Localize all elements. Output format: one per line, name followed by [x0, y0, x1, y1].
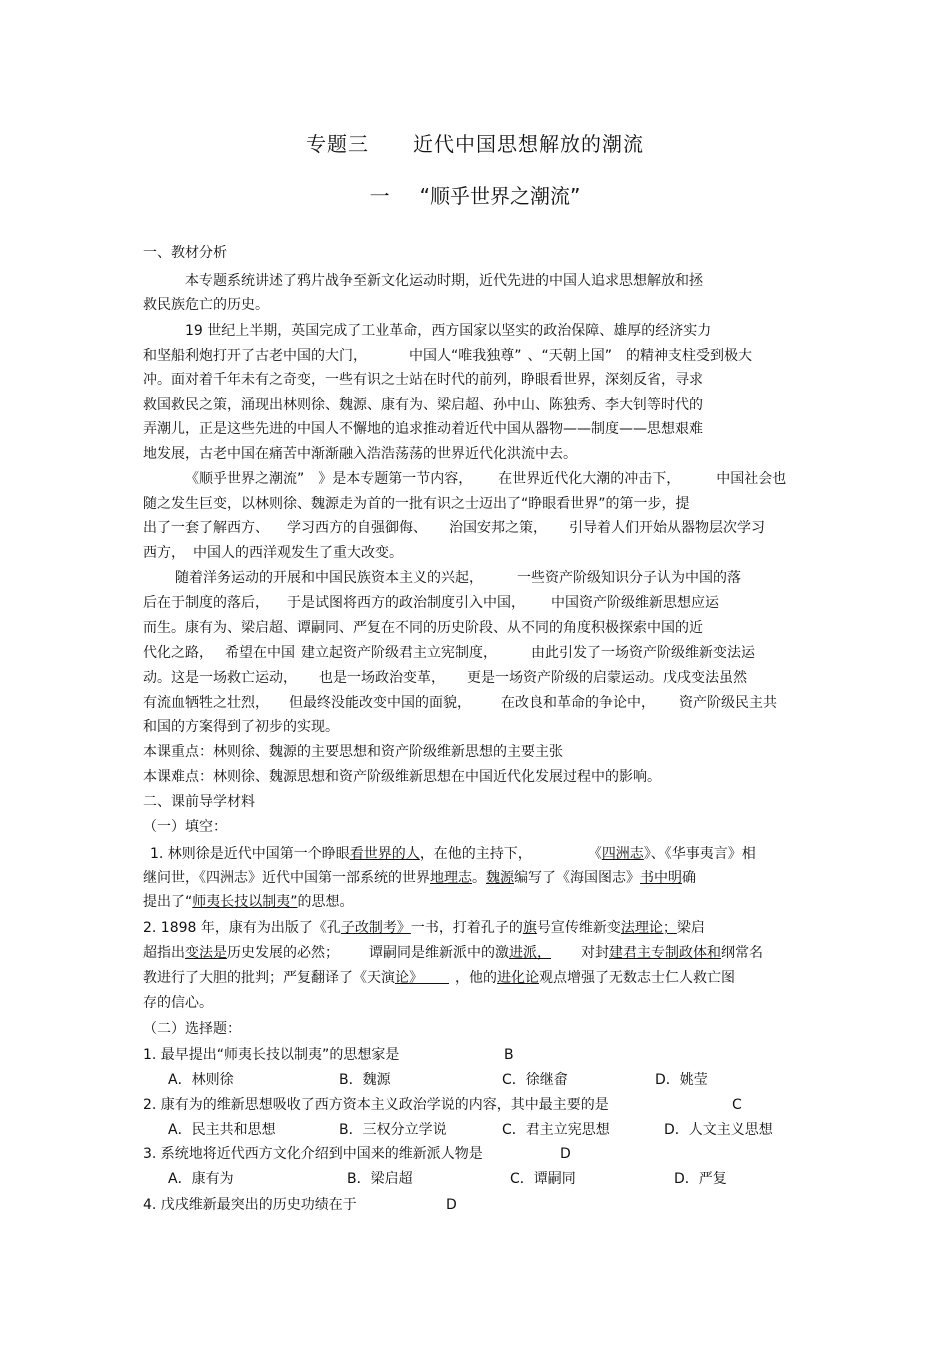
topic-title — [0, 128, 950, 157]
option-b: B．梁启超 — [347, 1171, 413, 1187]
heading-textbook-analysis: 一、教材分析 — [143, 245, 227, 261]
fill-blank-2-cont: 超指出变法是历史发展的必然； 谭嗣同是维新派中的激进派， 对封建君主专制政体和纲常名 — [143, 945, 763, 961]
key-points: 本课重点：林则徐、魏源的主要思想和资产阶级维新思想的主要主张 — [143, 744, 563, 760]
paragraph-line: 西方， 中国人的西洋观发生了重大改变。 — [143, 545, 403, 561]
fill-blank-1: 1. 林则徐是近代中国第一个睁眼看世界的人，在他的主持下， 《四洲志》、《华事夷言》相 — [150, 846, 756, 862]
option-a: A．康有为 — [168, 1171, 234, 1187]
option-c: C．谭嗣同 — [510, 1171, 576, 1187]
paragraph-line: 和国的方案得到了初步的实现。 — [143, 719, 339, 735]
section-name: “顺乎世界之潮流” — [419, 184, 581, 208]
paragraph-line: 随着洋务运动的开展和中国民族资本主义的兴起， 一些资产阶级知识分子认为中国的落 — [175, 570, 741, 586]
option-c: C．徐继畲 — [502, 1072, 568, 1088]
blank-answer: 四洲志 — [601, 846, 644, 862]
blank-answer: 师夷长技以制夷” — [192, 894, 298, 910]
paragraph-line: 随之发生巨变，以林则徐、魏源走为首的一批有识之士迈出了“睁眼看世界”的第一步，提 — [143, 496, 690, 512]
question-1: 1. 最早提出“师夷长技以制夷”的思想家是 — [143, 1047, 400, 1063]
fill-blank-1-cont: 提出了“师夷长技以制夷”的思想。 — [143, 894, 354, 910]
question-4: 4. 戊戌维新最突出的历史功绩在于 — [143, 1197, 357, 1213]
blank-answer: 建君主专制政体和 — [609, 945, 721, 961]
blank-answer: 变法是 — [185, 945, 227, 961]
question-3-answer: D — [560, 1146, 571, 1162]
option-d: D．严复 — [674, 1171, 727, 1187]
paragraph-line: 地发展，古老中国在痛苦中渐渐融入浩浩荡荡的世界近代化洪流中去。 — [143, 446, 577, 462]
heading-fill-blank: （一）填空： — [143, 819, 227, 835]
paragraph-line: 出了一套了解西方、 学习西方的自强御侮、 治国安邦之策， 引导着人们开始从器物层次学习 — [143, 520, 765, 536]
blank-answer: 子改制考》 — [340, 920, 411, 936]
paragraph-line: 冲。面对着千年未有之奇变，一些有识之士站在时代的前列，睁眼看世界，深刻反省，寻求 — [143, 372, 703, 388]
paragraph-line: 本专题系统讲述了鸦片战争至新文化运动时期，近代先进的中国人追求思想解放和拯 — [185, 273, 703, 289]
blank-answer: 地理志 — [430, 870, 472, 886]
heading-preview-materials: 二、课前导学材料 — [143, 794, 255, 810]
paragraph-line: 动。这是一场救亡运动， 也是一场政治变革， 更是一场资产阶级的启蒙运动。戊戌变法虽然 — [143, 670, 747, 686]
option-c: C．君主立宪思想 — [502, 1122, 610, 1138]
paragraph-line: 代化之路， 希望在中国 建立起资产阶级君主立宪制度， 由此引发了一场资产阶级维新变法运 — [143, 645, 755, 661]
paragraph-line: 而生。康有为、梁启超、谭嗣同、严复在不同的历史阶段、从不同的角度积极探索中国的近 — [143, 620, 703, 636]
paragraph-line: 19 世纪上半期，英国完成了工业革命，西方国家以坚实的政治保障、雄厚的经济实力 — [185, 323, 712, 339]
paragraph-line: 《顺乎世界之潮流” 》是本专题第一节内容， 在世界近代化大潮的冲击下， 中国社会也 — [185, 471, 787, 487]
question-2-answer: C — [732, 1097, 742, 1113]
question-1-answer: B — [504, 1047, 514, 1063]
paragraph-line: 弄潮儿，正是这些先进的中国人不懈地的追求推动着近代中国从器物——制度——思想艰难 — [143, 421, 703, 437]
topic-number: 专题三 — [306, 132, 369, 156]
blank-answer: 进化论 — [497, 970, 539, 986]
section-title — [0, 180, 950, 209]
blank-answer: 魏源 — [486, 870, 514, 886]
paragraph-line: 和坚船利炮打开了古老中国的大门， 中国人“唯我独尊” 、“天朝上国” 的精神支柱受到极大 — [143, 348, 753, 364]
blank-answer: 法理论； — [620, 920, 677, 936]
option-b: B．三权分立学说 — [339, 1122, 447, 1138]
blank-answer: 书中明 — [640, 870, 682, 886]
option-a: A．林则徐 — [168, 1072, 234, 1088]
difficult-points: 本课难点：林则徐、魏源思想和资产阶级维新思想在中国近代化发展过程中的影响。 — [143, 769, 661, 785]
question-4-answer: D — [446, 1197, 457, 1213]
paragraph-line: 有流血牺牲之壮烈， 但最终没能改变中国的面貌， 在改良和革命的争论中， 资产阶级民主共 — [143, 695, 777, 711]
heading-multiple-choice: （二）选择题： — [143, 1021, 241, 1037]
blank-answer: 论》 — [395, 970, 423, 986]
fill-blank-2: 2. 1898 年，康有为出版了《孔子改制考》一书，打着孔子的旗号宣传维新变法理论；梁启 — [143, 920, 705, 936]
fill-blank-2-cont: 存的信心。 — [143, 995, 213, 1011]
topic-name: 近代中国思想解放的潮流 — [413, 132, 644, 156]
option-b: B．魏源 — [339, 1072, 391, 1088]
option-d: D．人文主义思想 — [664, 1122, 773, 1138]
blank-answer: 进派， — [509, 945, 551, 961]
option-d: D．姚莹 — [655, 1072, 708, 1088]
fill-blank-2-cont: 教进行了大胆的批判；严复翻译了《天演论》 ，他的进化论观点增强了无数志士仁人救亡图 — [143, 970, 735, 986]
fill-blank-1-cont: 继问世，《四洲志》近代中国第一部系统的世界地理志。魏源编写了《海国图志》书中明确 — [143, 870, 696, 886]
blank-answer: 旗 — [522, 920, 537, 936]
section-number: 一 — [369, 184, 390, 208]
question-3: 3. 系统地将近代西方文化介绍到中国来的维新派人物是 — [143, 1146, 483, 1162]
paragraph-line: 后在于制度的落后， 于是试图将西方的政治制度引入中国， 中国资产阶级维新思想应运 — [143, 595, 719, 611]
paragraph-line: 救民族危亡的历史。 — [143, 297, 269, 313]
blank-answer: 看世界的人 — [349, 846, 420, 862]
paragraph-line: 救国救民之策，涌现出林则徐、魏源、康有为、梁启超、孙中山、陈独秀、李大钊等时代的 — [143, 397, 703, 413]
option-a: A．民主共和思想 — [168, 1122, 276, 1138]
question-2: 2. 康有为的维新思想吸收了西方资本主义政治学说的内容，其中最主要的是 — [143, 1097, 609, 1113]
